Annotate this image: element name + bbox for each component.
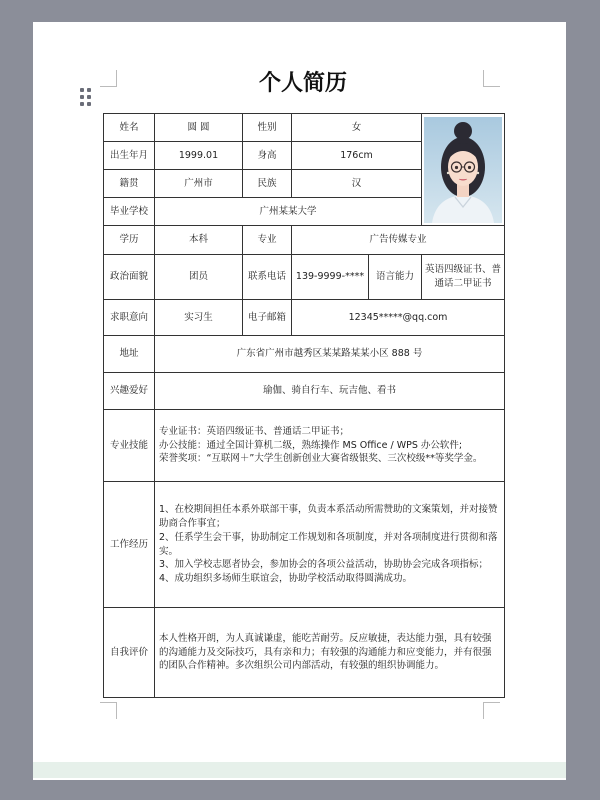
value-language: 英语四级证书、普通话二甲证书 — [422, 255, 505, 300]
label-origin: 籍贯 — [104, 170, 155, 198]
experience-line: 3、加入学校志愿者协会，参加协会的各项公益活动，协助协会完成各项指标； — [159, 559, 489, 571]
skills-content — [155, 410, 505, 482]
value-gender: 女 — [292, 114, 422, 142]
profile-photo — [422, 114, 505, 226]
table-row — [104, 373, 505, 410]
table-row — [104, 410, 505, 482]
label-gender: 性别 — [243, 114, 292, 142]
page-bottom-strip — [33, 762, 566, 778]
value-origin: 广州市 — [155, 170, 243, 198]
value-political: 团员 — [155, 255, 243, 300]
table-row — [104, 226, 505, 255]
label-experience: 工作经历 — [104, 482, 155, 608]
label-phone: 联系电话 — [243, 255, 292, 300]
table-row — [104, 608, 505, 698]
skills-line: 专业证书：英语四级证书、普通话二甲证书； — [159, 425, 350, 437]
self-eval-content: 本人性格开朗，为人真诚谦虚，能吃苦耐劳。反应敏捷，表达能力强，具有较强的沟通能力及交际技巧，具有亲和力；有较强的沟通能力和应变能力，并有很强的团队合作精神。多次组织公司内部活动，有较强的组织协调能力。 — [155, 608, 505, 698]
label-name: 姓名 — [104, 114, 155, 142]
avatar-illustration — [424, 117, 502, 223]
table-row — [104, 336, 505, 373]
skills-line: 荣誉奖项：“互联网＋”大学生创新创业大赛省级银奖、三次校级**等奖学金。 — [159, 453, 483, 465]
table-row — [104, 255, 505, 300]
value-address: 广东省广州市越秀区某某路某某小区 888 号 — [155, 336, 505, 373]
table-row — [104, 300, 505, 336]
resume-table — [103, 113, 505, 698]
value-objective: 实习生 — [155, 300, 243, 336]
label-self-eval: 自我评价 — [104, 608, 155, 698]
value-phone: 139-9999-**** — [292, 255, 369, 300]
experience-line: 1、在校期间担任本系外联部干事，负责本系活动所需赞助的文案策划，并对接赞助商合作事宜； — [159, 504, 498, 529]
table-row — [104, 482, 505, 608]
experience-line: 4、成功组织多场师生联谊会，协助学校活动取得圆满成功。 — [159, 573, 413, 585]
label-school: 毕业学校 — [104, 198, 155, 226]
value-email: 12345*****@qq.com — [292, 300, 505, 336]
label-address: 地址 — [104, 336, 155, 373]
label-hobbies: 兴趣爱好 — [104, 373, 155, 410]
experience-content — [155, 482, 505, 608]
label-political: 政治面貌 — [104, 255, 155, 300]
label-skills: 专业技能 — [104, 410, 155, 482]
page-title: 个人简历 — [258, 71, 347, 96]
crop-mark-bottom-right — [483, 702, 500, 719]
label-education: 学历 — [104, 226, 155, 255]
label-height: 身高 — [243, 142, 292, 170]
value-education: 本科 — [155, 226, 243, 255]
experience-line: 2、任系学生会干事，协助制定工作规划和各项制度，并对各项制度进行贯彻和落实。 — [159, 531, 498, 557]
value-major: 广告传媒专业 — [292, 226, 505, 255]
label-ethnicity: 民族 — [243, 170, 292, 198]
value-height: 176cm — [292, 142, 422, 170]
label-email: 电子邮箱 — [243, 300, 292, 336]
label-objective: 求职意向 — [104, 300, 155, 336]
table-drag-handle-icon[interactable] — [80, 88, 92, 106]
table-row — [104, 114, 505, 142]
label-language: 语言能力 — [369, 255, 422, 300]
value-school: 广州某某大学 — [155, 198, 422, 226]
value-ethnicity: 汉 — [292, 170, 422, 198]
value-name: 圆 圆 — [155, 114, 243, 142]
avatar — [424, 117, 502, 223]
value-hobbies: 瑜伽、骑自行车、玩吉他、看书 — [155, 373, 505, 410]
crop-mark-bottom-left — [100, 702, 117, 719]
label-major: 专业 — [243, 226, 292, 255]
skills-line: 办公技能：通过全国计算机二级，熟练操作 MS Office / WPS 办公软件; — [159, 439, 463, 451]
value-birth: 1999.01 — [155, 142, 243, 170]
label-birth: 出生年月 — [104, 142, 155, 170]
